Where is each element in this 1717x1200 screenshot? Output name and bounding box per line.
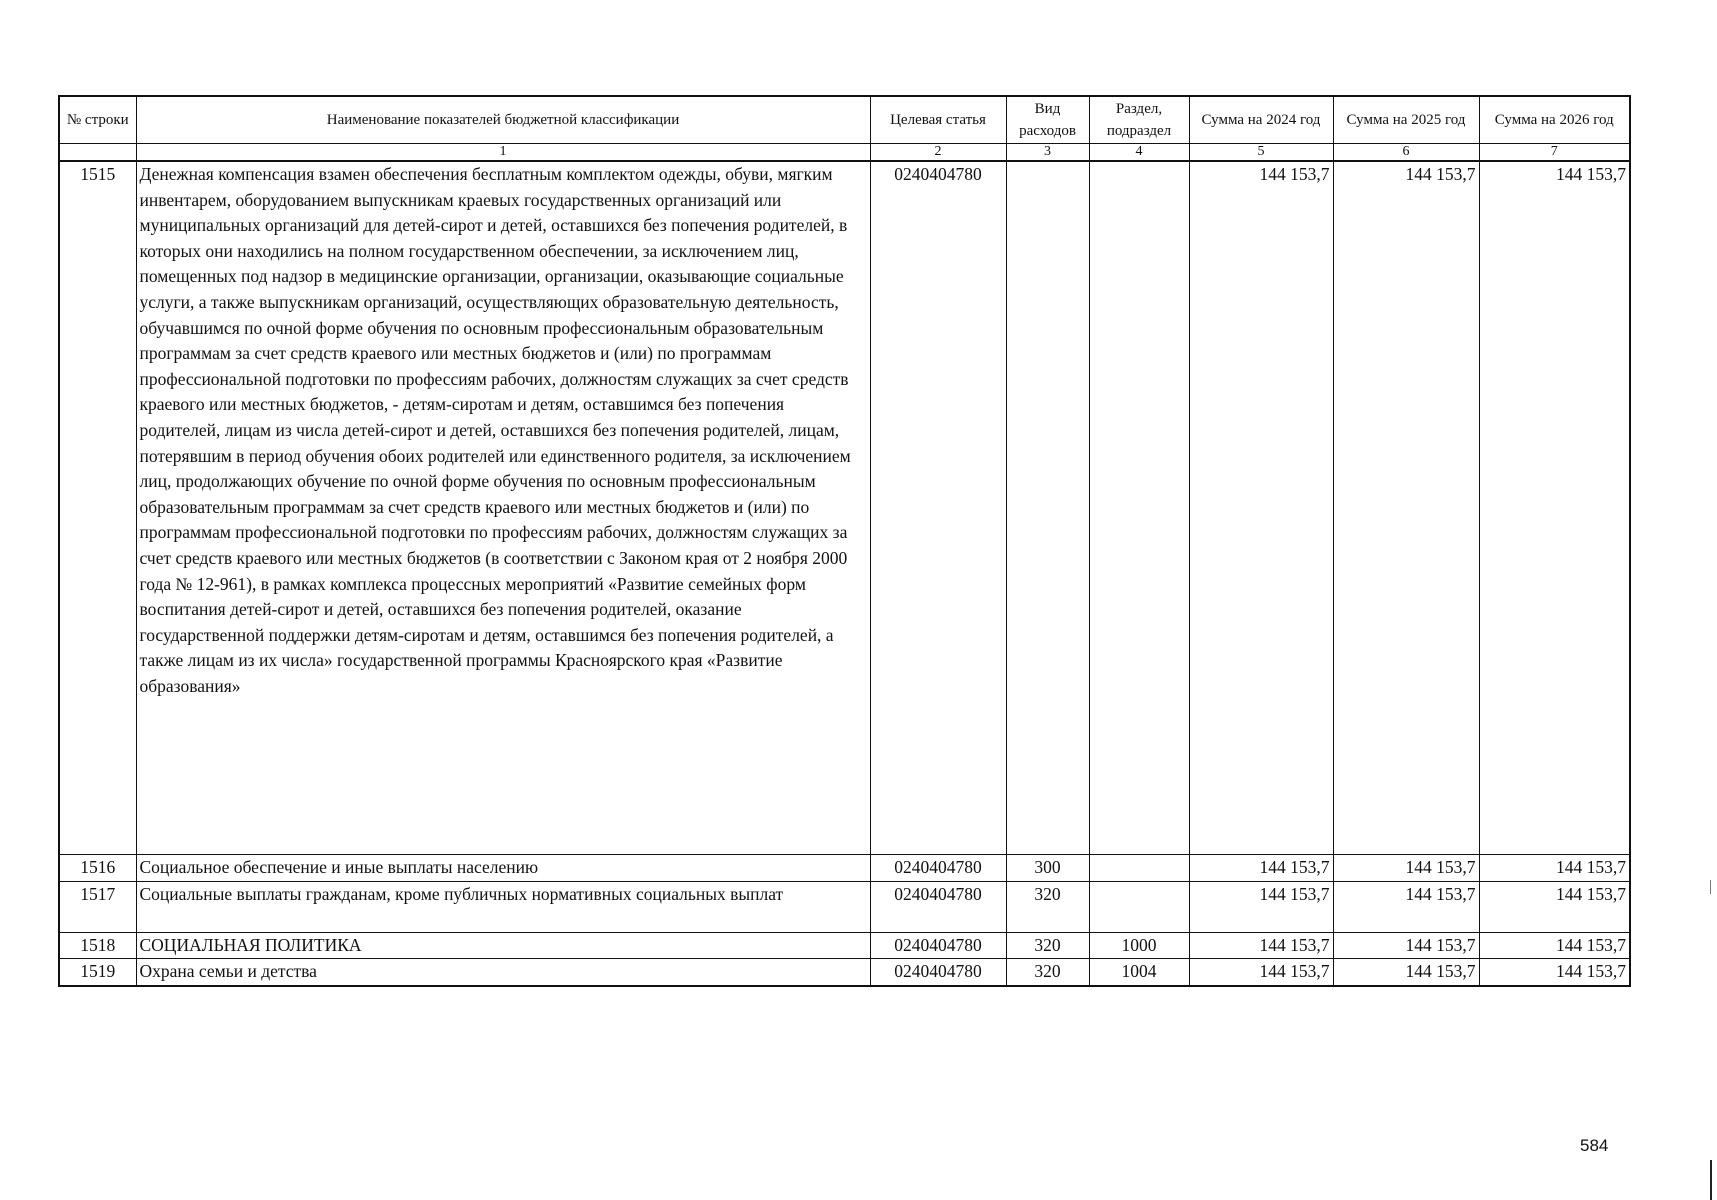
header-row-number: № строки	[59, 96, 136, 144]
row-sum-2024: 144 153,7	[1189, 959, 1333, 986]
row-number: 1515	[59, 161, 136, 855]
column-number: 1	[136, 144, 870, 162]
row-number: 1518	[59, 932, 136, 959]
row-sum-2024: 144 153,7	[1189, 855, 1333, 882]
row-section: 1000	[1089, 932, 1189, 959]
row-sum-2026: 144 153,7	[1479, 161, 1630, 855]
row-expense-type: 320	[1006, 959, 1089, 986]
row-section: 1004	[1089, 959, 1189, 986]
table-row	[59, 932, 1630, 959]
header-row	[59, 96, 1630, 144]
page-number: 584	[1580, 1136, 1609, 1155]
row-sum-2026: 144 153,7	[1479, 855, 1630, 882]
header-sum-2024: Сумма на 2024 год	[1189, 96, 1333, 144]
row-section	[1089, 881, 1189, 932]
table-row	[59, 881, 1630, 932]
row-sum-2026: 144 153,7	[1479, 932, 1630, 959]
header-expense-type: Вид расходов	[1006, 96, 1089, 144]
row-name: Охрана семьи и детства	[136, 959, 870, 986]
budget-table	[58, 95, 1631, 987]
row-name: СОЦИАЛЬНАЯ ПОЛИТИКА	[136, 932, 870, 959]
column-number: 6	[1333, 144, 1479, 162]
row-name: Социальное обеспечение и иные выплаты населению	[136, 855, 870, 882]
column-number: 5	[1189, 144, 1333, 162]
row-sum-2024: 144 153,7	[1189, 932, 1333, 959]
row-expense-type	[1006, 161, 1089, 855]
row-sum-2024: 144 153,7	[1189, 881, 1333, 932]
row-name: Денежная компенсация взамен обеспечения бесплатным комплектом одежды, обуви, мягким инвентарем, оборудованием выпускникам краевых государственных организаций или муниципальных организаций для детей-сирот и детей, оставшихся без попечения родителей, в которых они находились на полном государственном обеспечении, за исключением лиц, помещенных под надзор в медицинские организации, организации, оказывающие социальные услуги, а также выпускникам организаций, осуществляющих образовательную деятельность, обучавшимся по очной форме обучения по основным профессиональным образовательным программам за счет средств краевого или местных бюджетов и (или) по программам профессиональной подготовки по профессиям рабочих, должностям служащих за счет средств краевого или местных бюджетов, - детям-сиротам и детям, оставшимся без попечения родителей, лицам из числа детей-сирот и детей, оставшихся без попечения родителей, лицам, потерявшим в период обучения обоих родителей или единственного родителя, за исключением лиц, продолжающих обучение по очной форме обучения по основным профессиональным образовательным программам за счет средств краевого или местных бюджетов и (или) по программам профессиональной подготовки по профессиям рабочих, должностям служащих за счет средств краевого или местных бюджетов (в соответствии с Законом края от 2 ноября 2000 года № 12-961), в рамках комплекса процессных мероприятий «Развитие семейных форм воспитания детей-сирот и детей, оставшихся без попечения родителей, оказание государственной поддержки детям-сиротам и детям, оставшимся без попечения родителей, а также лицам из их числа» государственной программы Красноярского края «Развитие образования»	[136, 161, 870, 855]
column-number: 3	[1006, 144, 1089, 162]
table-row	[59, 161, 1630, 855]
row-expense-type: 320	[1006, 881, 1089, 932]
header-section: Раздел, подраздел	[1089, 96, 1189, 144]
table-row	[59, 959, 1630, 986]
row-sum-2025: 144 153,7	[1333, 855, 1479, 882]
row-sum-2025: 144 153,7	[1333, 932, 1479, 959]
row-sum-2025: 144 153,7	[1333, 161, 1479, 855]
row-section	[1089, 161, 1189, 855]
row-sum-2025: 144 153,7	[1333, 881, 1479, 932]
header-name: Наименование показателей бюджетной классификации	[136, 96, 870, 144]
column-number: 4	[1089, 144, 1189, 162]
row-number: 1519	[59, 959, 136, 986]
row-target-article: 0240404780	[870, 932, 1006, 959]
row-name: Социальные выплаты гражданам, кроме публичных нормативных социальных выплат	[136, 881, 870, 932]
row-number: 1517	[59, 881, 136, 932]
row-sum-2026: 144 153,7	[1479, 881, 1630, 932]
row-target-article: 0240404780	[870, 959, 1006, 986]
row-sum-2024: 144 153,7	[1189, 161, 1333, 855]
table-row	[59, 855, 1630, 882]
row-target-article: 0240404780	[870, 855, 1006, 882]
row-number: 1516	[59, 855, 136, 882]
row-target-article: 0240404780	[870, 161, 1006, 855]
row-section	[1089, 855, 1189, 882]
row-target-article: 0240404780	[870, 881, 1006, 932]
scan-edge-mark	[1710, 880, 1711, 894]
header-sum-2026: Сумма на 2026 год	[1479, 96, 1630, 144]
column-number: 7	[1479, 144, 1630, 162]
column-numbers-row	[59, 144, 1630, 162]
header-target-article: Целевая статья	[870, 96, 1006, 144]
header-sum-2025: Сумма на 2025 год	[1333, 96, 1479, 144]
row-expense-type: 300	[1006, 855, 1089, 882]
column-number	[59, 144, 136, 162]
column-number: 2	[870, 144, 1006, 162]
scan-edge-mark	[1710, 1160, 1712, 1200]
row-expense-type: 320	[1006, 932, 1089, 959]
row-sum-2026: 144 153,7	[1479, 959, 1630, 986]
row-sum-2025: 144 153,7	[1333, 959, 1479, 986]
